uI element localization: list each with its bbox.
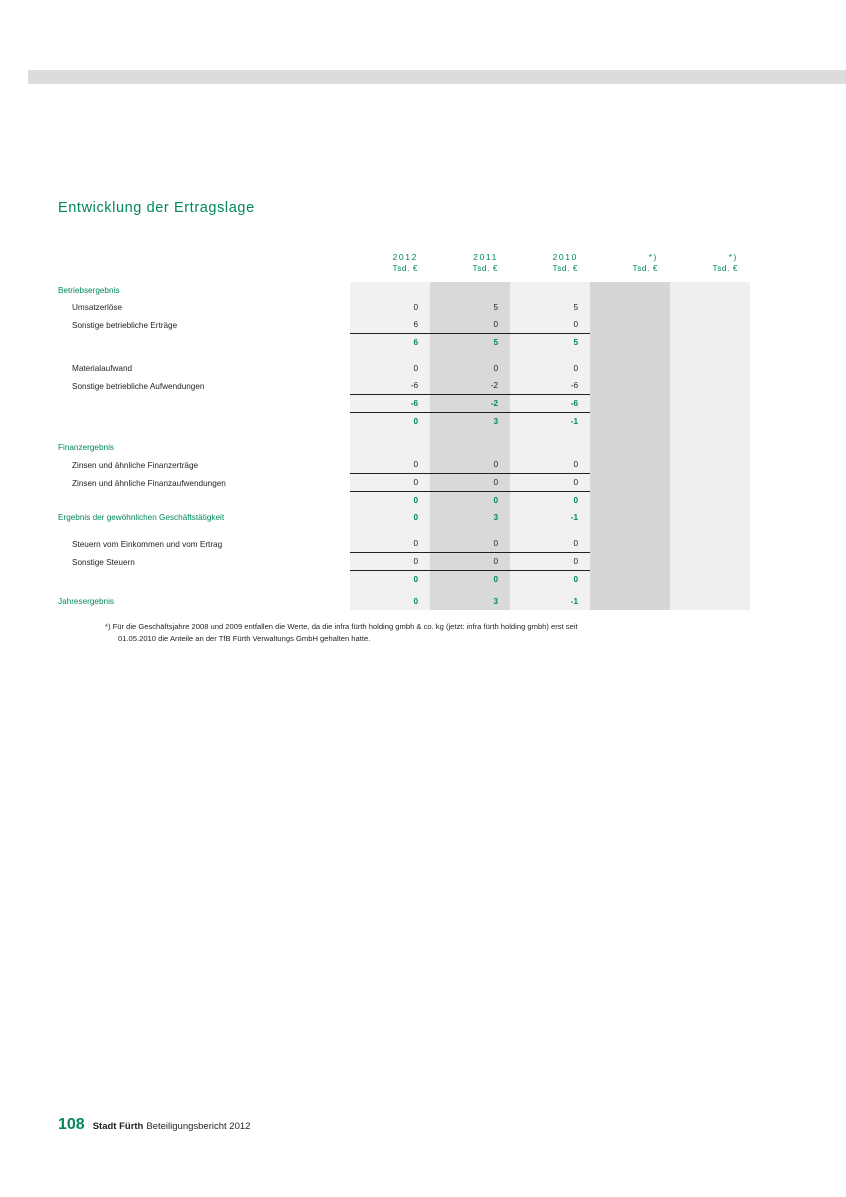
- cell: -6: [350, 377, 430, 395]
- spacer-row: [58, 430, 750, 439]
- cell-total: -6: [350, 395, 430, 413]
- cell: -6: [510, 377, 590, 395]
- table-row: [58, 474, 750, 492]
- col-header-unit-2010: Tsd. €: [552, 264, 578, 273]
- cell-result: 3: [430, 593, 510, 610]
- table-row: [58, 316, 750, 334]
- cell-subtotal: [670, 413, 750, 431]
- footnote-line-2: 01.05.2010 die Anteile an der TfB Fürth Verwaltungs GmbH gehalten hatte.: [118, 634, 371, 643]
- row-label-sonstige-betriebliche-aufwendungen: Sonstige betriebliche Aufwendungen: [72, 381, 205, 391]
- cell-result: [670, 509, 750, 526]
- cell-total: 5: [510, 334, 590, 352]
- col-header-year-2012: 2012: [392, 252, 418, 262]
- section-heading-betriebsergebnis: Betriebsergebnis: [58, 286, 120, 295]
- cell: [670, 553, 750, 571]
- table-header-years: [58, 252, 750, 264]
- cell-total: 0: [350, 492, 430, 510]
- spacer-row: [58, 351, 750, 360]
- table-row-total: [58, 334, 750, 352]
- cell-subtotal: [590, 413, 670, 431]
- row-label-zinsen-ertraege: Zinsen und ähnliche Finanzerträge: [72, 460, 199, 470]
- row-label-umsatzerloese: Umsatzerlöse: [72, 303, 123, 312]
- cell-subtotal: -1: [510, 413, 590, 431]
- table-row: [58, 553, 750, 571]
- cell: 5: [430, 299, 510, 316]
- cell: 0: [430, 360, 510, 377]
- cell: 5: [510, 299, 590, 316]
- cell: [670, 377, 750, 395]
- footnote: [105, 621, 750, 645]
- spacer-row: [58, 526, 750, 535]
- section-heading-ergebnis-gewoehnliche: Ergebnis der gewöhnlichen Geschäftstätigkeit: [58, 513, 225, 522]
- cell-total: [590, 334, 670, 352]
- cell-total: 5: [430, 334, 510, 352]
- table-row-result: [58, 593, 750, 610]
- cell: 0: [350, 456, 430, 474]
- page-title: Entwicklung der Ertragslage: [58, 200, 255, 216]
- cell: [590, 299, 670, 316]
- cell-total: 0: [510, 571, 590, 589]
- col-header-unit-star-2: Tsd. €: [712, 264, 738, 273]
- cell-total: [670, 334, 750, 352]
- cell-total: 0: [430, 492, 510, 510]
- cell: [670, 456, 750, 474]
- page-number: 108: [58, 1116, 85, 1133]
- col-header-unit-2012: Tsd. €: [392, 264, 418, 273]
- cell: 0: [430, 456, 510, 474]
- cell: [670, 316, 750, 334]
- table-row-subtotal: [58, 413, 750, 431]
- cell: [670, 474, 750, 492]
- col-header-unit-star-1: Tsd. €: [632, 264, 658, 273]
- header-band-notch: [0, 70, 28, 84]
- cell-total: [590, 492, 670, 510]
- cell: 0: [350, 299, 430, 316]
- cell-total: [670, 395, 750, 413]
- row-label-materialaufwand: Materialaufwand: [72, 364, 133, 373]
- table-row: [58, 299, 750, 316]
- cell: 0: [350, 474, 430, 492]
- col-header-year-2010: 2010: [552, 252, 578, 262]
- table-row-total: [58, 571, 750, 589]
- cell: -2: [430, 377, 510, 395]
- cell: [590, 553, 670, 571]
- cell: [590, 535, 670, 553]
- cell-total: 0: [430, 571, 510, 589]
- cell: 0: [510, 316, 590, 334]
- table-row: [58, 377, 750, 395]
- cell-result: -1: [510, 509, 590, 526]
- cell: 0: [350, 535, 430, 553]
- cell: 0: [430, 535, 510, 553]
- cell: 0: [350, 553, 430, 571]
- cell-result: [590, 509, 670, 526]
- cell: [590, 456, 670, 474]
- table-row: [58, 456, 750, 474]
- table-row-result: [58, 509, 750, 526]
- table-row-total: [58, 395, 750, 413]
- table-row: [58, 360, 750, 377]
- cell-result: [670, 593, 750, 610]
- footnote-line-1: *) Für die Geschäftsjahre 2008 und 2009 entfallen die Werte, da die infra fürth holding gmbh & co. kg (jetzt: infra fürth holding gmbh) erst seit: [105, 622, 578, 631]
- cell: 6: [350, 316, 430, 334]
- row-label-steuern-einkommen-ertrag: Steuern vom Einkommen und vom Ertrag: [72, 539, 223, 549]
- cell: [590, 316, 670, 334]
- cell-total: -2: [430, 395, 510, 413]
- footer-org: Stadt Fürth: [92, 1121, 144, 1132]
- cell: [590, 377, 670, 395]
- cell-result: -1: [510, 593, 590, 610]
- cell-total: 0: [350, 571, 430, 589]
- header-band: [0, 70, 846, 84]
- page-footer: [58, 1116, 250, 1134]
- cell: 0: [430, 553, 510, 571]
- row-label-sonstige-betriebliche-ertraege: Sonstige betriebliche Erträge: [72, 320, 178, 330]
- cell-total: [670, 492, 750, 510]
- table-row: [58, 439, 750, 456]
- cell: 0: [510, 360, 590, 377]
- cell-total: [590, 571, 670, 589]
- cell-result: [590, 593, 670, 610]
- cell: 0: [430, 474, 510, 492]
- cell-result: 0: [350, 509, 430, 526]
- cell: [590, 360, 670, 377]
- cell: 0: [510, 474, 590, 492]
- cell: 0: [350, 360, 430, 377]
- table-row-total: [58, 492, 750, 510]
- cell-total: 0: [510, 492, 590, 510]
- cell-subtotal: 3: [430, 413, 510, 431]
- section-heading-jahresergebnis: Jahresergebnis: [58, 597, 114, 606]
- table-row: [58, 535, 750, 553]
- row-label-zinsen-aufwendungen: Zinsen und ähnliche Finanzaufwendungen: [72, 478, 226, 488]
- cell: 0: [430, 316, 510, 334]
- cell: 0: [510, 456, 590, 474]
- cell: [590, 474, 670, 492]
- cell-result: 0: [350, 593, 430, 610]
- table-header-units: [58, 264, 750, 282]
- col-header-year-star-1: *): [648, 252, 658, 262]
- section-heading-finanzergebnis: Finanzergebnis: [58, 443, 114, 452]
- cell: [670, 299, 750, 316]
- col-header-year-2011: 2011: [473, 252, 498, 262]
- cell-subtotal: 0: [350, 413, 430, 431]
- cell: [670, 535, 750, 553]
- col-header-year-star-2: *): [728, 252, 738, 262]
- cell: 0: [510, 535, 590, 553]
- cell: 0: [510, 553, 590, 571]
- cell-total: [670, 571, 750, 589]
- cell-total: 6: [350, 334, 430, 352]
- earnings-table: [58, 252, 758, 610]
- cell-result: 3: [430, 509, 510, 526]
- row-label-sonstige-steuern: Sonstige Steuern: [72, 557, 135, 567]
- col-header-unit-2011: Tsd. €: [472, 264, 498, 273]
- table-row: [58, 282, 750, 299]
- cell-total: -6: [510, 395, 590, 413]
- cell-total: [590, 395, 670, 413]
- cell: [670, 360, 750, 377]
- footer-report: Beteiligungsbericht 2012: [146, 1121, 251, 1132]
